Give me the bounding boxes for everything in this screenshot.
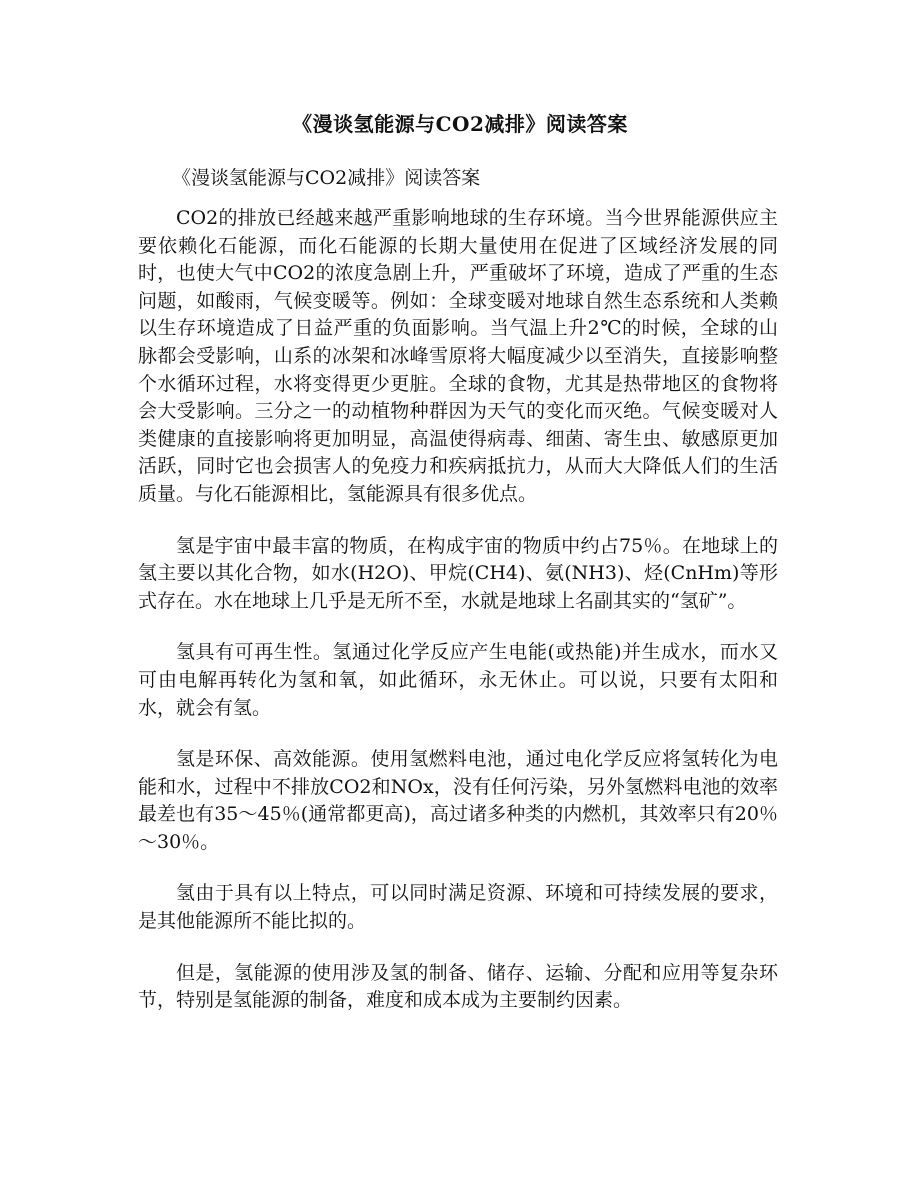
document-title: 《漫谈氢能源与CO2减排》阅读答案 (292, 112, 628, 136)
paragraph: 氢由于具有以上特点，可以同时满足资源、环境和可持续发展的要求，是其他能源所不能比拟的。 (138, 882, 778, 933)
paragraph: CO2的排放已经越来越严重影响地球的生存环境。当今世界能源供应主要依赖化石能源，而化石能源的长期大量使用在促进了区域经济发展的同时，也使大气中CO2的浓度急剧上升，严重破坏了环境，造成了严重的生态问题，如酸雨，气候变暖等。例如：全球变暖对地球自然生态系统和人类赖以生存环境造成了日益严重的负面影响。当气温上升2℃的时候，全球的山脉都会受影响，山系的冰架和冰峰雪原将大幅度减少以至消失，直接影响整个水循环过程，水将变得更少更脏。全球的食物，尤其是热带地区的食物将会大受影响。三分之一的动植物种群因为天气的变化而灭绝。气候变暖对人类健康的直接影响将更加明显，高温使得病毒、细菌、寄生虫、敏感原更加活跃，同时它也会损害人的免疫力和疾病抵抗力，从而大大降低人们的生活质量。与化石能源相比，氢能源具有很多优点。 (138, 207, 778, 505)
paragraph: 氢是宇宙中最丰富的物质，在构成宇宙的物质中约占75％。在地球上的氢主要以其化合物，如水(H2O)、甲烷(CH4)、氨(NH3)、烃(CnHm)等形式存在。水在地球上几乎是无所不至，水就是地球上名副其实的“氢矿”。 (138, 534, 778, 612)
document-subtitle: 《漫谈氢能源与CO2减排》阅读答案 (172, 167, 481, 189)
paragraph: 但是，氢能源的使用涉及氢的制备、储存、运输、分配和应用等复杂环节，特别是氢能源的制备，难度和成本成为主要制约因素。 (138, 961, 778, 1012)
paragraph: 氢具有可再生性。氢通过化学反应产生电能(或热能)并生成水，而水又可由电解再转化为氢和氧，如此循环，永无休止。可以说，只要有太阳和水，就会有氢。 (138, 641, 778, 719)
document-body (138, 205, 778, 1039)
paragraph: 氢是环保、高效能源。使用氢燃料电池，通过电化学反应将氢转化为电能和水，过程中不排放CO2和NOx，没有任何污染，另外氢燃料电池的效率最差也有35～45％(通常都更高)，高过诸多种类的内燃机，其效率只有20％～30％。 (138, 748, 778, 853)
